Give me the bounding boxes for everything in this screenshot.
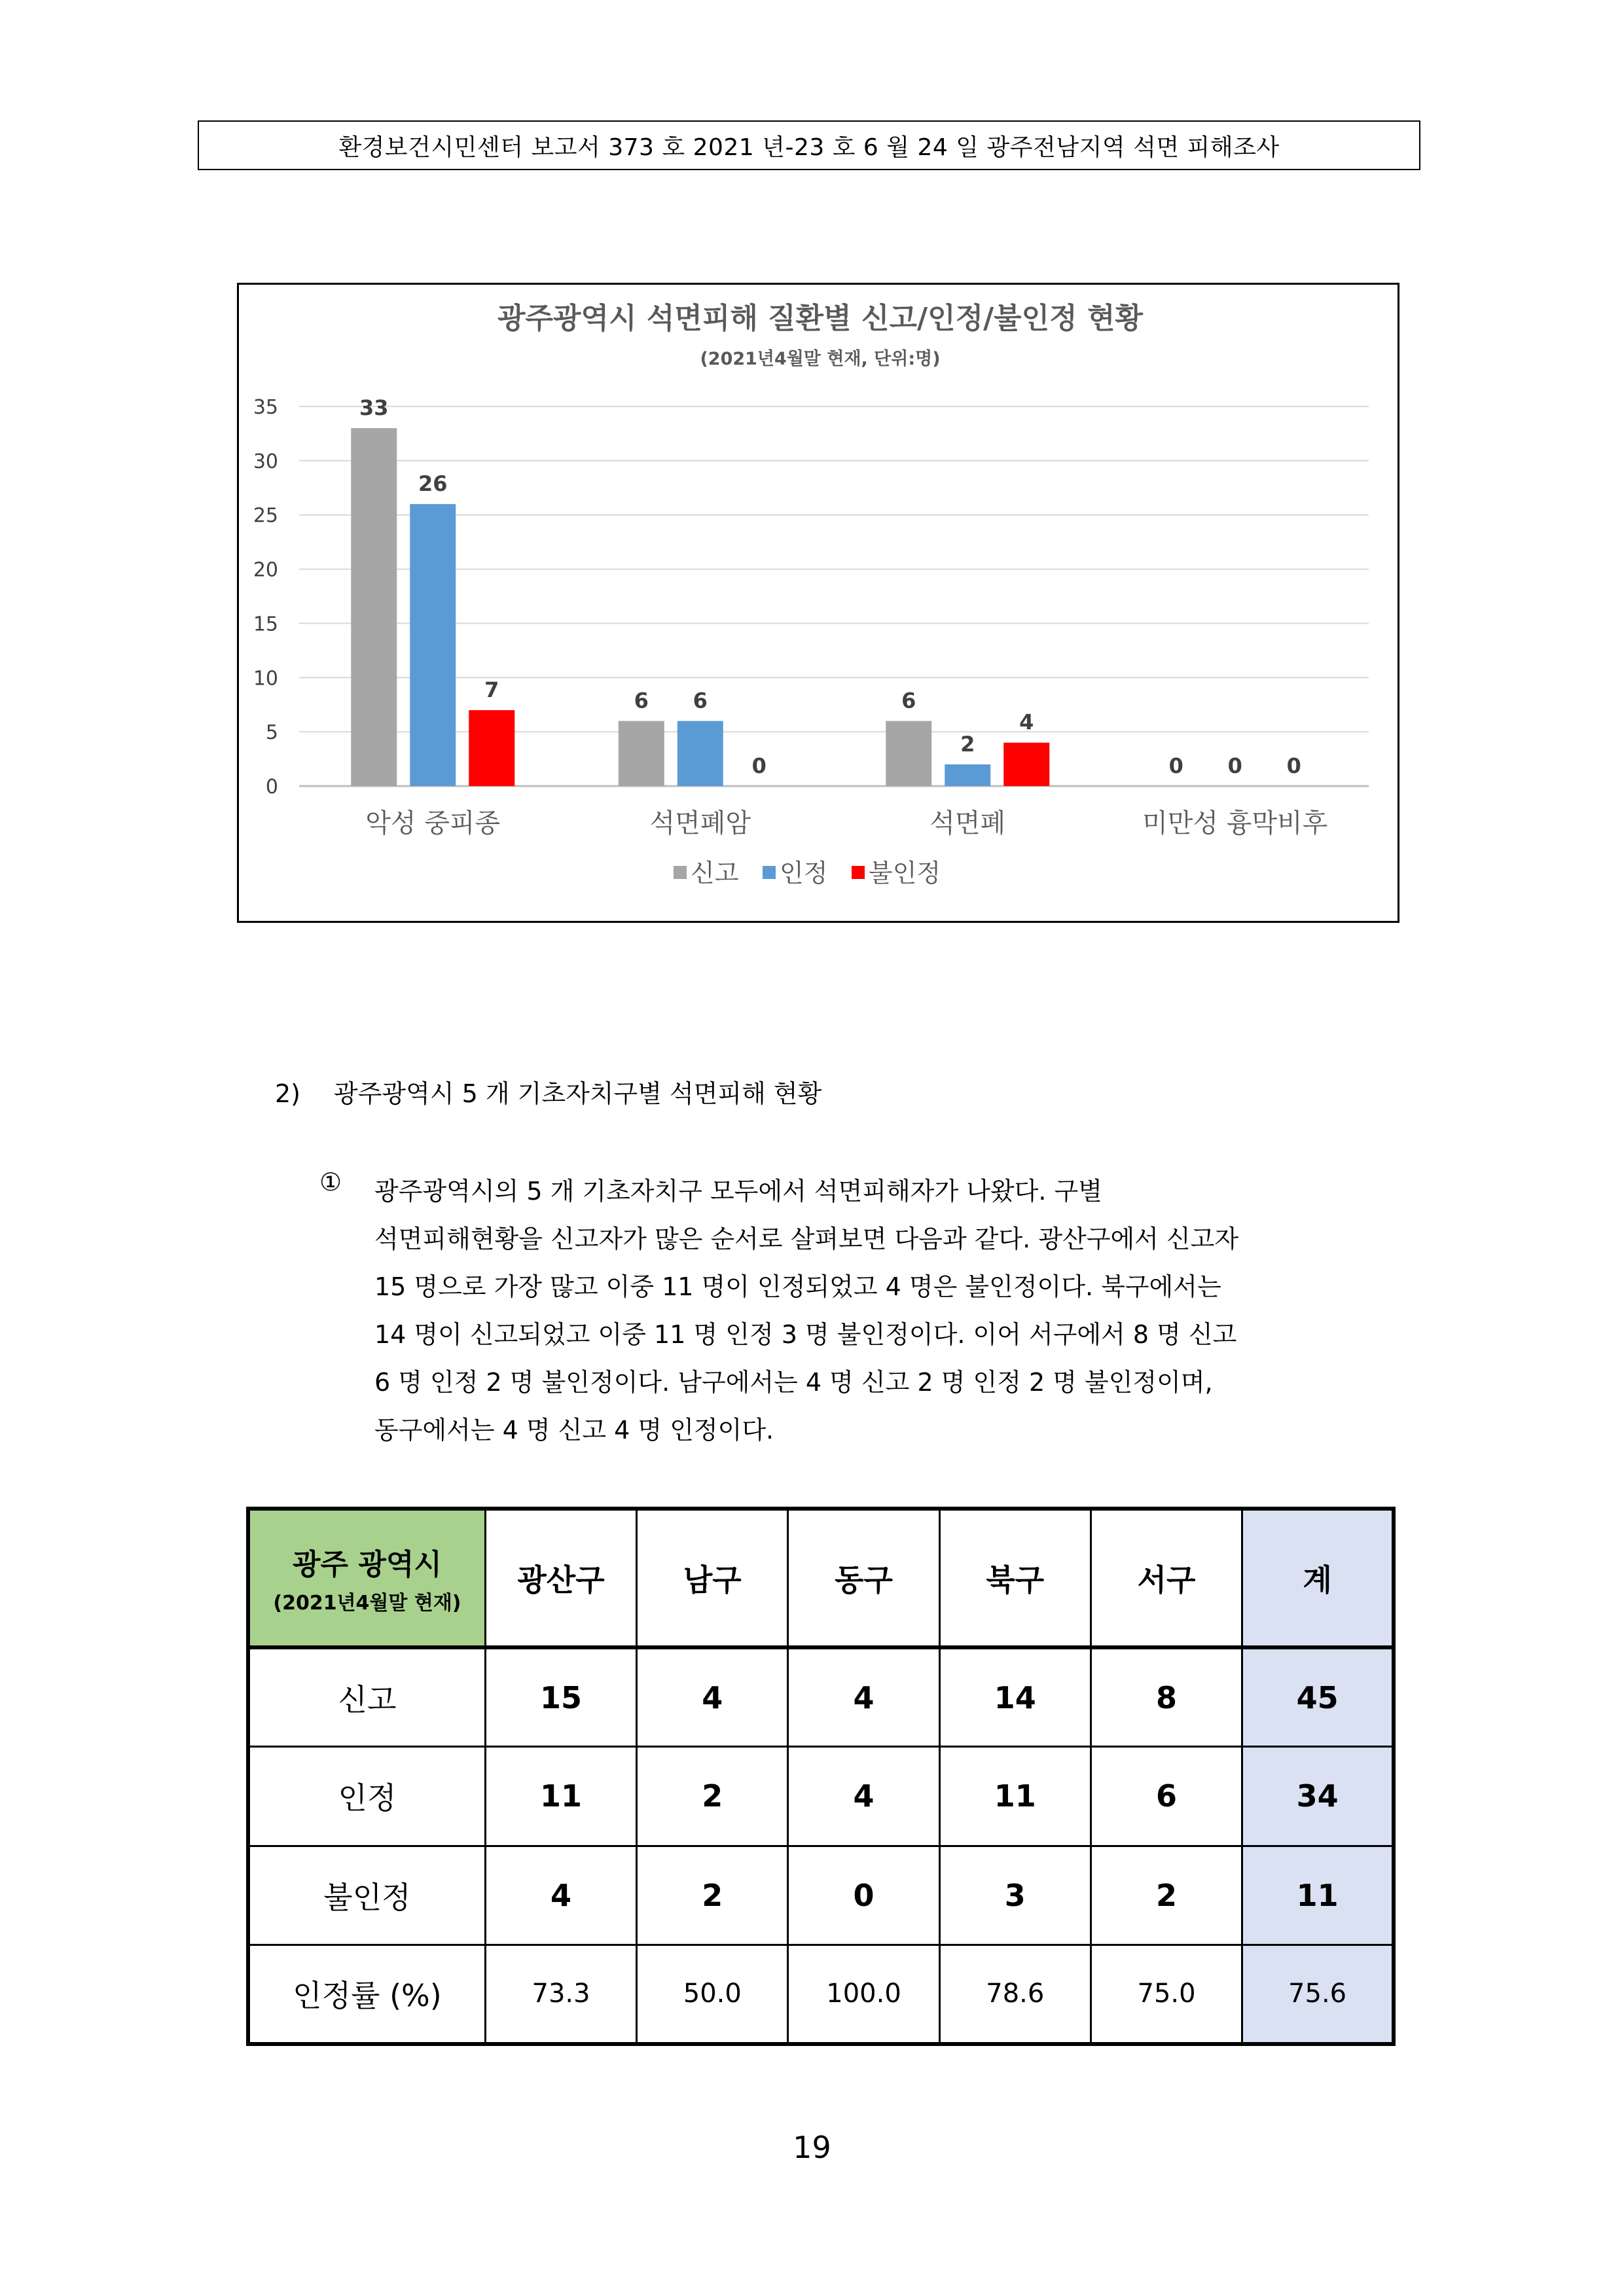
y-tick-label: 15: [253, 613, 278, 636]
data-label: 26: [418, 471, 448, 497]
bar: [469, 710, 514, 786]
column-header: 서구: [1091, 1509, 1242, 1647]
table-cell: 73.3: [485, 1945, 636, 2044]
paragraph-line: 15 명으로 가장 많고 이중 11 명이 인정되었고 4 명은 불인정이다. 북구에서는: [374, 1272, 1221, 1301]
data-label: 4: [1019, 709, 1034, 735]
table-cell: 4: [637, 1647, 788, 1746]
bar: [677, 721, 723, 786]
data-label: 6: [693, 688, 708, 713]
table-row: [248, 1747, 1394, 1846]
y-tick-label: 35: [253, 396, 278, 419]
legend-swatch: [763, 866, 776, 879]
paragraph-line: 6 명 인정 2 명 불인정이다. 남구에서는 4 명 신고 2 명 인정 2 명 불인정이며,: [374, 1368, 1213, 1397]
column-header-total: 계: [1242, 1509, 1394, 1647]
chart-title: 광주광역시 석면피해 질환별 신고/인정/불인정 현황: [497, 302, 1143, 335]
paragraph-line: 14 명이 신고되었고 이중 11 명 인정 3 명 불인정이다. 이어 서구에서 8 명 신고: [374, 1320, 1237, 1349]
table-cell: 2: [637, 1747, 788, 1846]
table-corner-cell: [248, 1509, 485, 1647]
data-label: 0: [1286, 753, 1301, 778]
table-header-row: [248, 1509, 1394, 1647]
column-header: 동구: [788, 1509, 939, 1647]
y-tick-label: 10: [253, 667, 278, 691]
corner-title: 광주 광역시: [293, 1548, 442, 1582]
table-cell: 11: [485, 1747, 636, 1846]
page-number: 19: [793, 2130, 831, 2165]
y-tick-label: 20: [253, 558, 278, 582]
bar: [410, 504, 456, 786]
column-header: 북구: [939, 1509, 1091, 1647]
x-category-label: 미만성 흉막비후: [1142, 808, 1328, 838]
data-label: 6: [901, 688, 916, 713]
table-cell: 2: [1091, 1846, 1242, 1945]
y-tick-label: 0: [265, 776, 278, 798]
table-cell-total: 45: [1242, 1647, 1394, 1746]
chart-legend: [674, 859, 941, 888]
table-cell-total: 11: [1242, 1846, 1394, 1945]
row-label: 인정: [248, 1747, 485, 1846]
bar: [945, 764, 990, 786]
corner-subtitle: (2021년4월말 현재): [273, 1592, 461, 1615]
circled-number-bullet: ①: [319, 1168, 342, 1196]
x-category-label: 악성 중피종: [365, 808, 501, 838]
data-label: 33: [359, 395, 389, 421]
row-label: 인정률 (%): [248, 1945, 485, 2044]
table-cell: 15: [485, 1647, 636, 1746]
chart-svg: [239, 285, 1398, 921]
column-header: 남구: [637, 1509, 788, 1647]
paragraph-line: 동구에서는 4 명 신고 4 명 인정이다.: [374, 1416, 774, 1444]
table-cell: 4: [788, 1747, 939, 1846]
table-cell: 2: [637, 1846, 788, 1945]
section-number: 2): [275, 1079, 301, 1108]
table-cell: 75.0: [1091, 1945, 1242, 2044]
chart-gridlines: [299, 406, 1369, 786]
table-cell: 6: [1091, 1747, 1242, 1846]
row-label: 신고: [248, 1647, 485, 1746]
data-label: 0: [1168, 753, 1183, 778]
legend-swatch: [852, 866, 865, 879]
table-cell-total: 34: [1242, 1747, 1394, 1846]
paragraph-line: 광주광역시의 5 개 기초자치구 모두에서 석면피해자가 나왔다. 구별: [374, 1177, 1102, 1206]
legend-swatch: [674, 866, 687, 879]
table-cell: 11: [939, 1747, 1091, 1846]
y-tick-label: 25: [253, 504, 278, 528]
legend-label: 인정: [780, 859, 828, 888]
paragraph-lines: [374, 1168, 1419, 1454]
report-header-text: 환경보건시민센터 보고서 373 호 2021 년-23 호 6 월 24 일 광주전남지역 석면 피해조사: [338, 134, 1280, 161]
section-heading: [275, 1073, 821, 1109]
legend-label: 불인정: [869, 859, 941, 888]
table-row: [248, 1945, 1394, 2044]
report-header: [198, 120, 1420, 170]
y-axis-ticks: [253, 396, 278, 798]
paragraph-line: 석면피해현황을 신고자가 많은 순서로 살펴보면 다음과 같다. 광산구에서 신고자: [374, 1225, 1239, 1253]
table-cell-total: 75.6: [1242, 1945, 1394, 2044]
table-cell: 4: [485, 1846, 636, 1945]
legend-label: 신고: [691, 859, 739, 888]
data-label: 0: [1227, 753, 1242, 778]
disease-bar-chart: [237, 283, 1399, 923]
y-tick-label: 30: [253, 450, 278, 473]
district-paragraph: [319, 1168, 1419, 1454]
section-title: 광주광역시 5 개 기초자치구별 석면피해 현황: [334, 1079, 822, 1108]
bar: [1003, 743, 1049, 786]
table-cell: 4: [788, 1647, 939, 1746]
table-cell: 0: [788, 1846, 939, 1945]
table-cell: 50.0: [637, 1945, 788, 2044]
bar: [351, 428, 397, 786]
data-label: 7: [484, 677, 499, 702]
table-row: [248, 1647, 1394, 1746]
data-label: 6: [634, 688, 649, 713]
table-row: [248, 1846, 1394, 1945]
bar: [619, 721, 664, 786]
table-cell: 100.0: [788, 1945, 939, 2044]
table-cell: 8: [1091, 1647, 1242, 1746]
district-table: [246, 1507, 1396, 2046]
data-label: 0: [751, 753, 767, 778]
row-label: 불인정: [248, 1846, 485, 1945]
chart-subtitle: (2021년4월말 현재, 단위:명): [700, 349, 941, 369]
table-cell: 14: [939, 1647, 1091, 1746]
bar: [886, 721, 931, 786]
x-axis-categories: [365, 808, 1327, 838]
table-cell: 3: [939, 1846, 1091, 1945]
table-cell: 78.6: [939, 1945, 1091, 2044]
column-header: 광산구: [485, 1509, 636, 1647]
x-category-label: 석면폐: [929, 808, 1006, 838]
data-label: 2: [960, 731, 975, 757]
x-category-label: 석면폐암: [649, 808, 751, 838]
y-tick-label: 5: [265, 721, 278, 745]
